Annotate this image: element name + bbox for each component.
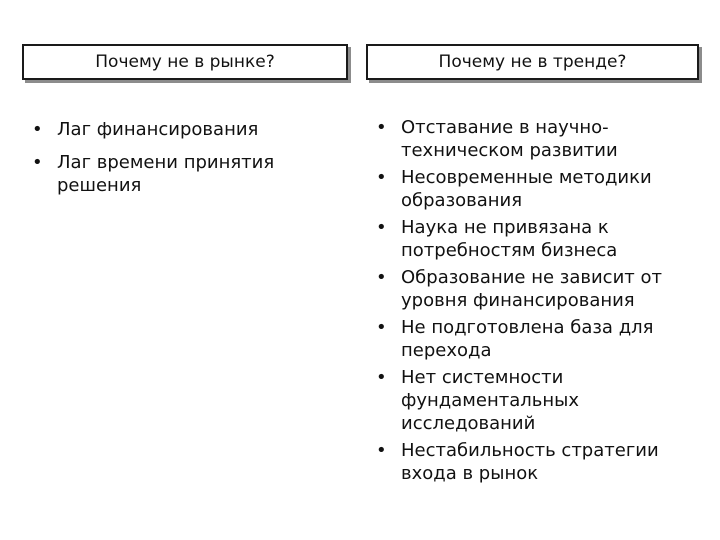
list-item-text: Наука не привязана к потребностям бизнеса: [401, 217, 618, 261]
list-item: [374, 439, 704, 485]
bullet-icon: •: [32, 119, 43, 140]
list-item: [374, 366, 704, 435]
right-bullet-list: [374, 116, 704, 489]
bullet-icon: •: [376, 440, 387, 461]
list-item: [30, 151, 330, 197]
left-bullet-list: [30, 118, 330, 207]
list-item: [30, 118, 330, 141]
list-item: [374, 166, 704, 212]
list-item: [374, 216, 704, 262]
bullet-icon: •: [376, 367, 387, 388]
list-item-text: Несовременные методики образования: [401, 167, 652, 211]
list-item: [374, 316, 704, 362]
bullet-icon: •: [376, 117, 387, 138]
list-item-text: Образование не зависит от уровня финансирования: [401, 267, 662, 311]
list-item-text: Лаг финансирования: [57, 119, 259, 140]
list-item-text: Отставание в научно-техническом развитии: [401, 117, 618, 161]
list-item-text: Лаг времени принятия решения: [57, 152, 275, 196]
bullet-icon: •: [376, 167, 387, 188]
bullet-icon: •: [32, 152, 43, 173]
bullet-icon: •: [376, 317, 387, 338]
left-column-header: [22, 44, 348, 80]
list-item-text: Нестабильность стратегии входа в рынок: [401, 440, 659, 484]
list-item: [374, 116, 704, 162]
list-item-text: Нет системности фундаментальных исследований: [401, 367, 579, 434]
bullet-icon: •: [376, 267, 387, 288]
bullet-icon: •: [376, 217, 387, 238]
list-item: [374, 266, 704, 312]
right-column-header: [366, 44, 699, 80]
right-column-header-text: Почему не в тренде?: [438, 52, 627, 72]
list-item-text: Не подготовлена база для перехода: [401, 317, 654, 361]
left-column-header-text: Почему не в рынке?: [95, 52, 275, 72]
